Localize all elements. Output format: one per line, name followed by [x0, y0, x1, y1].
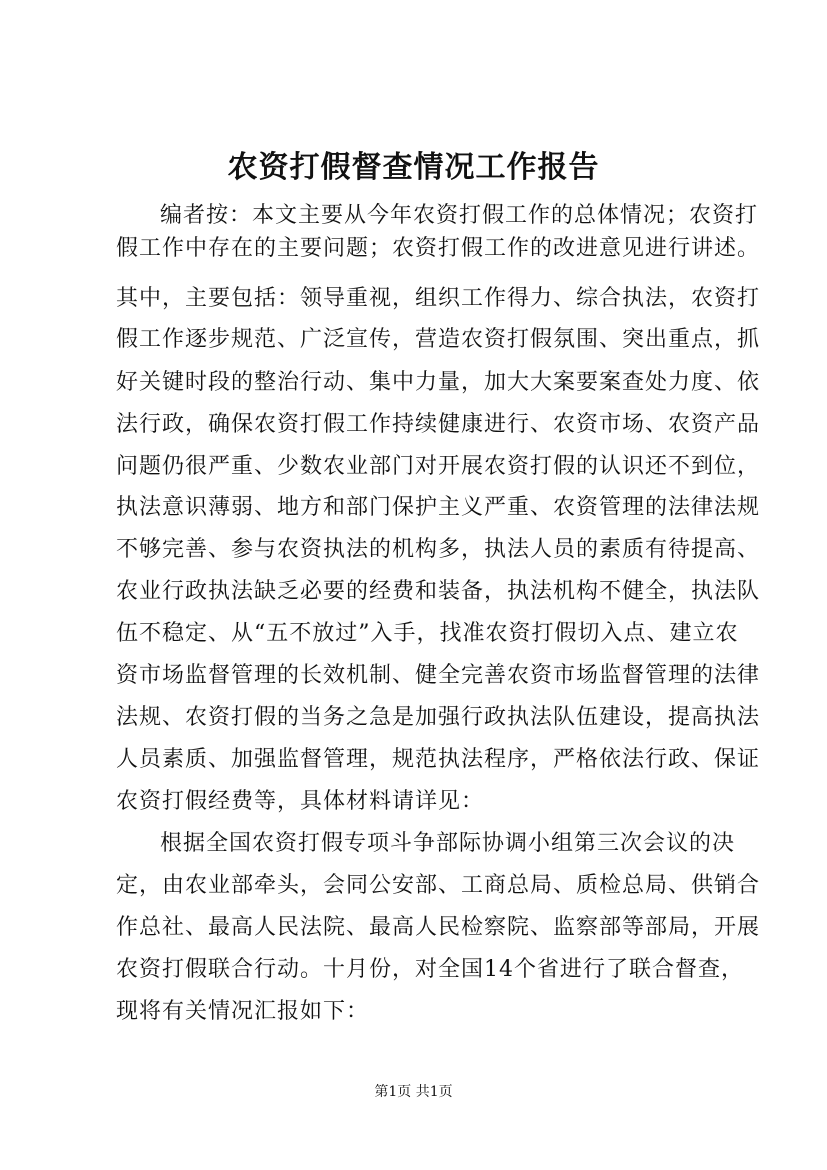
text-line: 编者按：本文主要从今年农资打假工作的总体情况；农资打: [160, 203, 759, 228]
text-line: 执法意识薄弱、地方和部门保护主义严重、农资管理的法律法规: [116, 495, 761, 520]
text-line: 伍不稳定、从“五不放过”入手，找准农资打假切入点、建立农: [116, 621, 739, 646]
text-line: 资市场监督管理的长效机制、健全完善农资市场监督管理的法律: [116, 663, 761, 688]
text-line: 人员素质、加强监督管理，规范执法程序，严格依法行政、保证: [116, 747, 761, 772]
text-line: 定，由农业部牵头，会同公安部、工商总局、质检总局、供销合: [116, 873, 761, 898]
document-title: 农资打假督查情况工作报告: [227, 150, 600, 185]
text-line: 好关键时段的整治行动、集中力量，加大大案要案查处力度、依: [116, 370, 761, 395]
text-line: 法规、农资打假的当务之急是加强行政执法队伍建设，提高执法: [116, 705, 761, 730]
text-line: 法行政，确保农资打假工作持续健康进行、农资市场、农资产品: [116, 412, 761, 437]
text-line: 假工作逐步规范、广泛宣传，营造农资打假氛围、突出重点，抓: [116, 327, 761, 352]
text-line: 农业行政执法缺乏必要的经费和装备，执法机构不健全，执法队: [116, 579, 761, 604]
page-footer: 第1页 共1页: [374, 1084, 453, 1100]
text-line: 其中，主要包括：领导重视，组织工作得力、综合执法，农资打: [116, 286, 761, 311]
text-line: 不够完善、参与农资执法的机构多，执法人员的素质有待提高、: [116, 537, 761, 562]
text-line: 农资打假经费等，具体材料请详见：: [116, 789, 485, 814]
text-line: 假工作中存在的主要问题；农资打假工作的改进意见进行讲述。: [116, 236, 761, 261]
text-line: 根据全国农资打假专项斗争部际协调小组第三次会议的决: [160, 831, 736, 856]
text-line: 问题仍很严重、少数农业部门对开展农资打假的认识还不到位，: [116, 454, 761, 479]
text-line: 农资打假联合行动。十月份，对全国14个省进行了联合督查，: [116, 957, 744, 982]
text-line: 现将有关情况汇报如下：: [116, 999, 370, 1024]
text-line: 作总社、最高人民法院、最高人民检察院、监察部等部局，开展: [116, 915, 761, 940]
